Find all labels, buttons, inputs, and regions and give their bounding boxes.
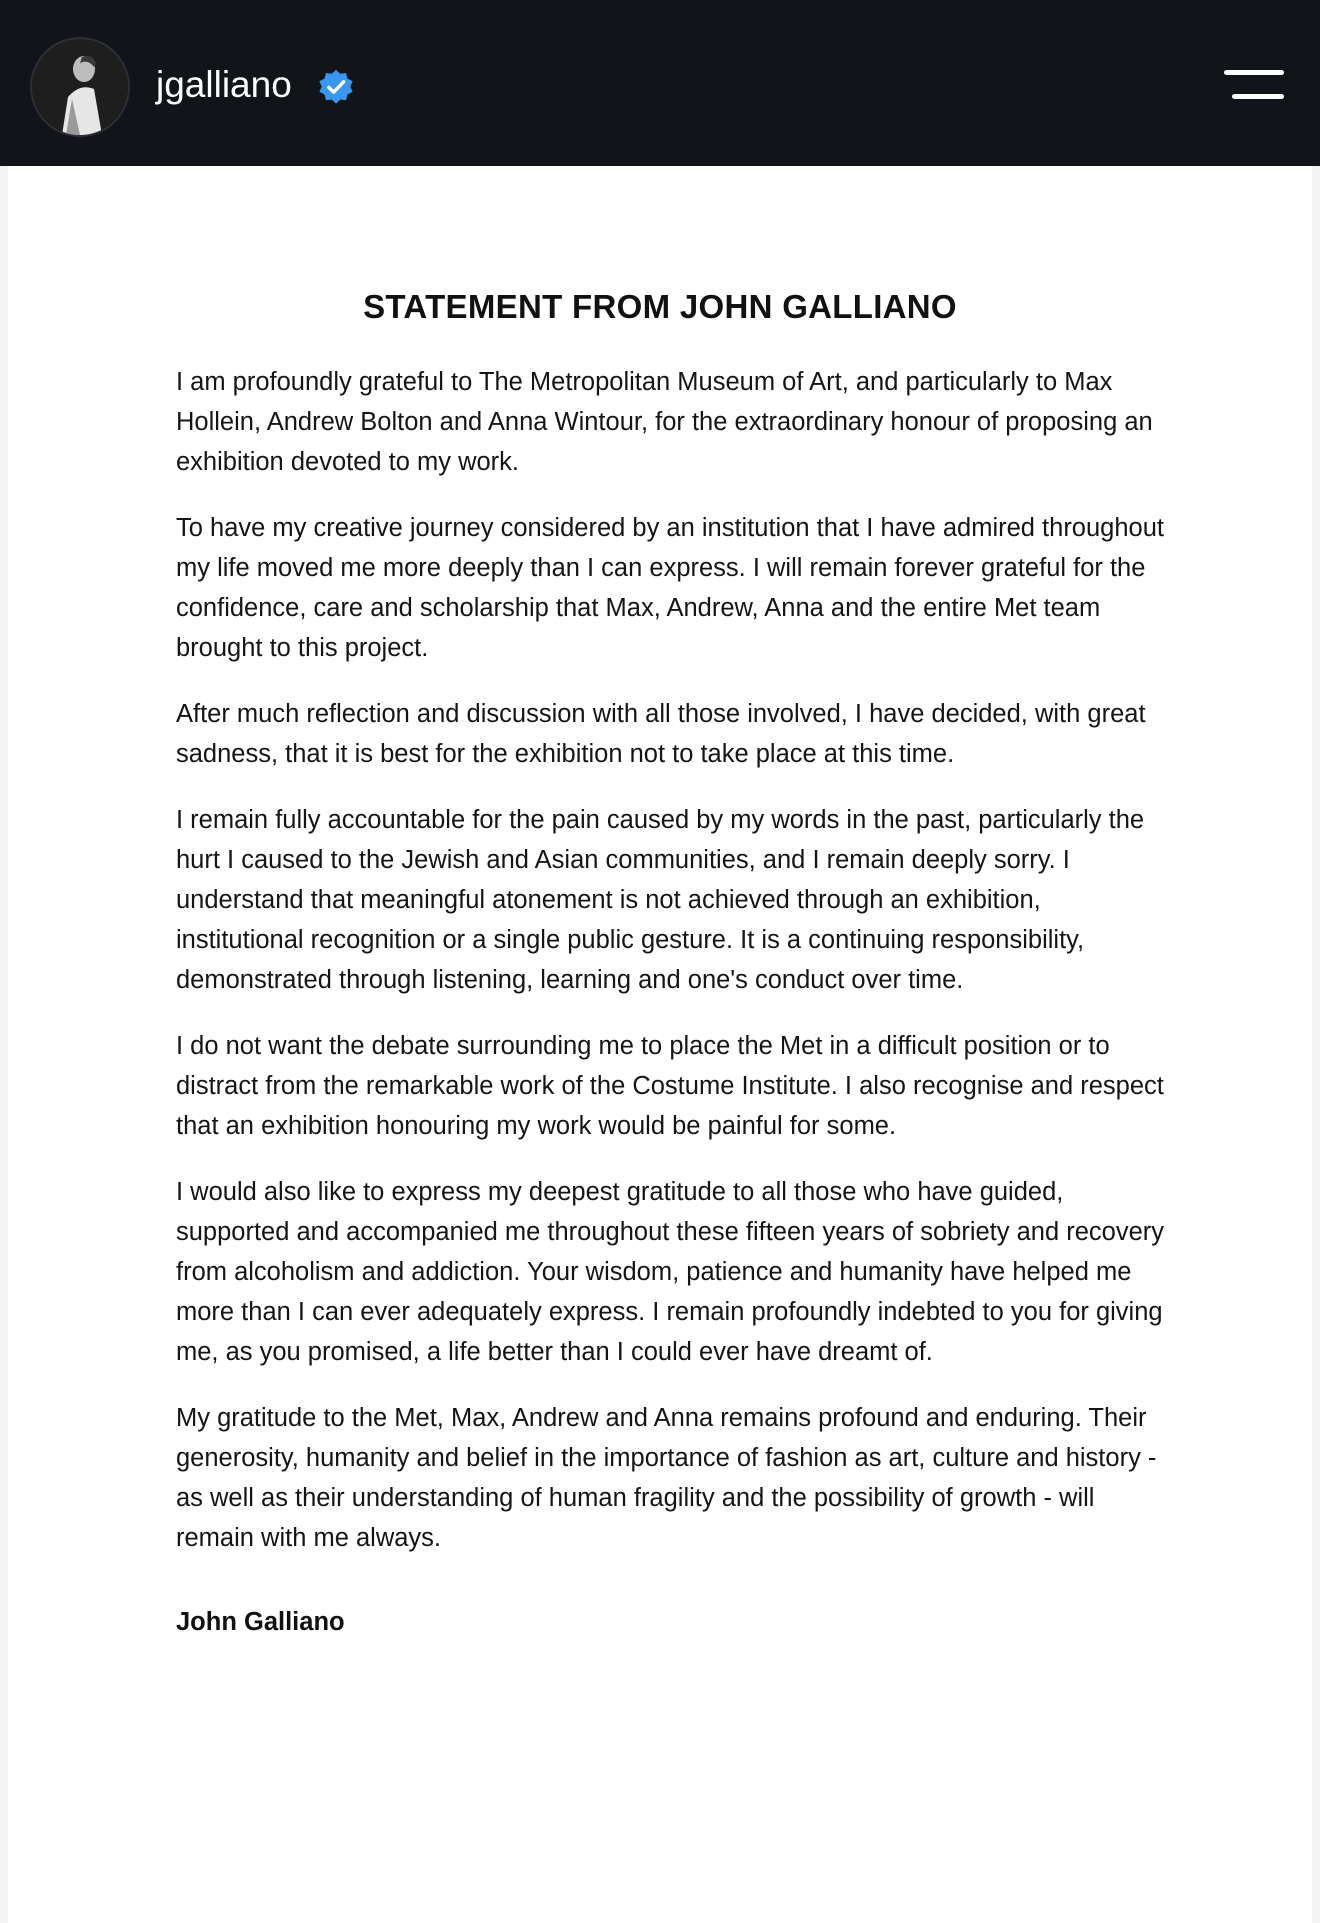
document-body <box>176 362 1168 1642</box>
avatar[interactable] <box>32 39 128 135</box>
verified-badge-icon <box>317 68 355 106</box>
paragraph: I would also like to express my deepest gratitude to all those who have guided, supported and accompanied me throughout these fifteen years of sobriety and recovery from alcoholism and addiction. Your wisdom, patience and humanity have helped me more than I can ever adequately express. I remain profoundly indebted to you for giving me, as you promised, a life better than I could ever have dreamt of. <box>176 1178 1165 1366</box>
paragraph: I do not want the debate surrounding me to place the Met in a difficult position or to distract from the remarkable work of the Costume Institute. I also recognise and respect that an exhibition honouring my work would be painful for some. <box>176 1032 1164 1140</box>
menu-line <box>1224 70 1284 75</box>
document-title: STATEMENT FROM JOHN GALLIANO <box>363 288 957 325</box>
paragraph: After much reflection and discussion with all those involved, I have decided, with great sadness, that it is best for the exhibition not to take place at this time. <box>176 700 1146 768</box>
statement-document <box>8 166 1312 1923</box>
paragraph: I remain fully accountable for the pain caused by my words in the past, particularly the hurt I caused to the Jewish and Asian communities, and I remain deeply sorry. I understand that meaningful atonement is not achieved through an exhibition, institutional recognition or a single public gesture. It is a continuing responsibility, demonstrated through listening, learning and one's conduct over time. <box>176 806 1145 994</box>
paragraph: I am profoundly grateful to The Metropolitan Museum of Art, and particularly to Max Hollein, Andrew Bolton and Anna Wintour, for the extraordinary honour of proposing an exhibition devoted to my work. <box>176 368 1153 476</box>
menu-line <box>1232 94 1284 99</box>
menu-icon[interactable] <box>1216 66 1288 106</box>
avatar-photo-icon <box>32 39 128 135</box>
paragraph: My gratitude to the Met, Max, Andrew and Anna remains profound and enduring. Their generosity, humanity and belief in the importance of fashion as art, culture and history - as well as their understanding of human fragility and the possibility of growth - will remain with me always. <box>176 1404 1157 1552</box>
signature: John Galliano <box>176 1608 345 1636</box>
profile-header <box>0 0 1320 166</box>
username[interactable]: jgalliano <box>156 64 292 105</box>
paragraph: To have my creative journey considered by an institution that I have admired throughout my life moved me more deeply than I can express. I will remain forever grateful for the confidence, care and scholarship that Max, Andrew, Anna and the entire Met team brought to this project. <box>176 514 1164 662</box>
